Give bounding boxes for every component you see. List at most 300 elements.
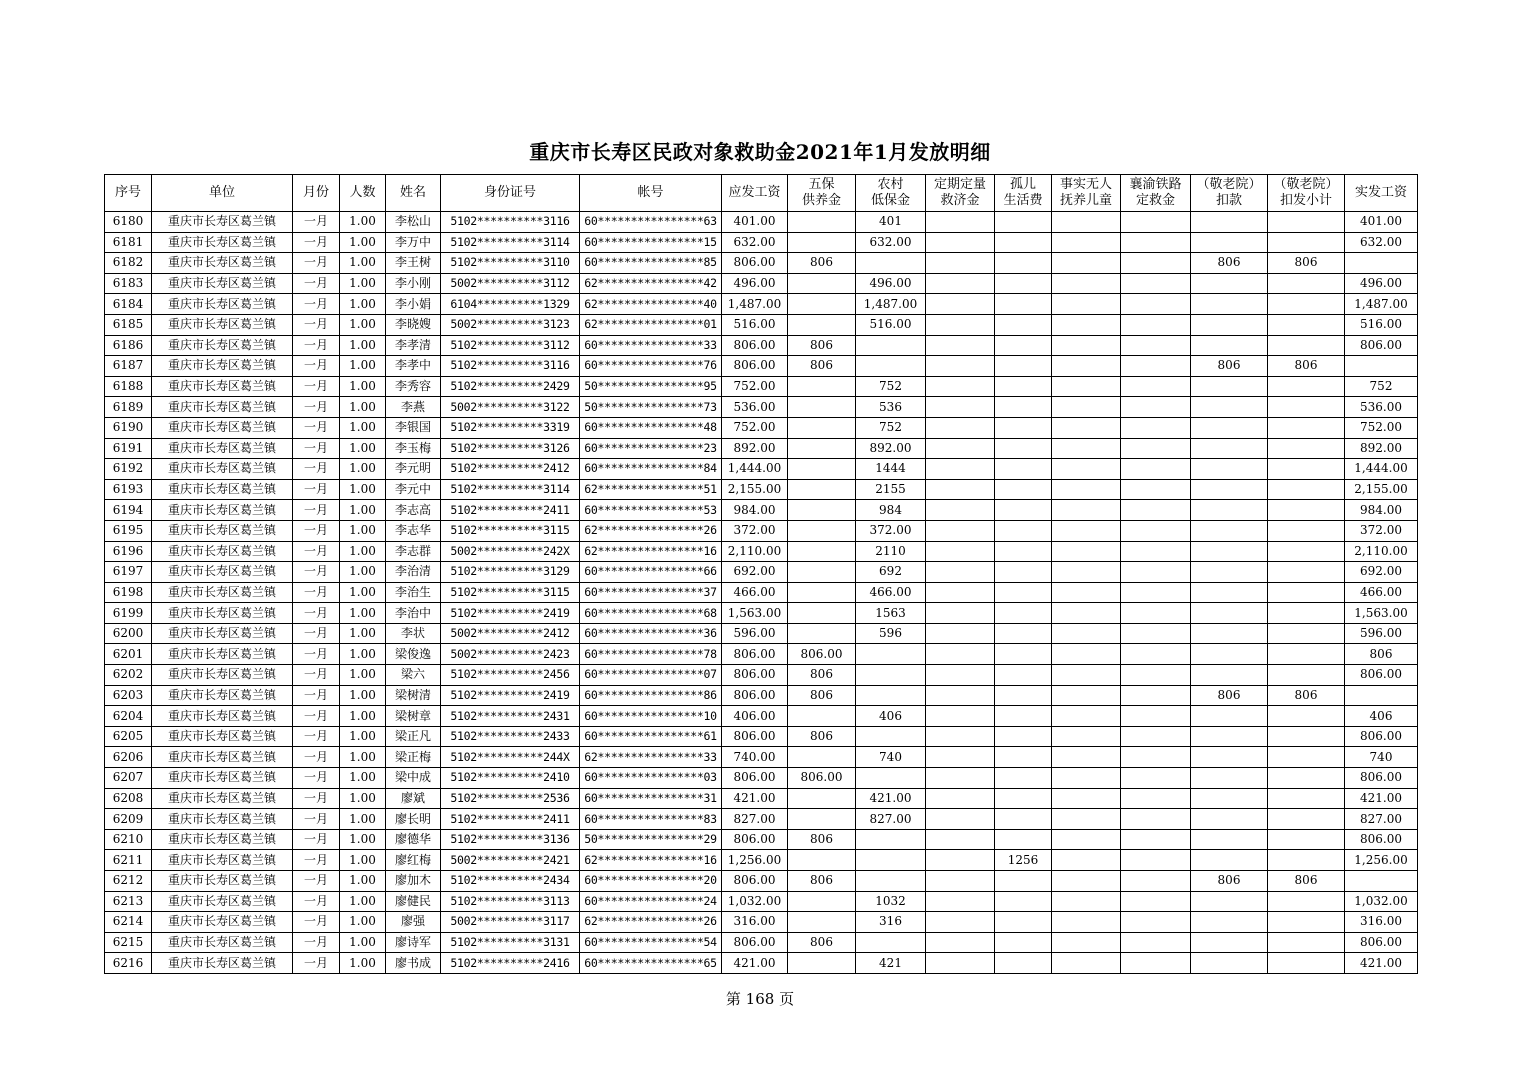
table-cell: 752 (856, 376, 926, 397)
table-cell (995, 459, 1052, 480)
table-cell (856, 829, 926, 850)
column-header (340, 175, 386, 212)
column-header-line1: 孤儿 (1009, 177, 1036, 192)
table-cell: 421.00 (722, 953, 788, 974)
table-cell: 李银国 (386, 417, 441, 438)
table-cell: 重庆市长寿区葛兰镇 (152, 768, 293, 789)
table-cell (1052, 706, 1121, 727)
table-cell (1191, 232, 1268, 253)
table-cell: 一月 (293, 685, 340, 706)
table-cell: 806 (1191, 871, 1268, 892)
table-cell: 重庆市长寿区葛兰镇 (152, 912, 293, 933)
table-cell: 50****************95 (580, 376, 722, 397)
page-title: 重庆市长寿区民政对象救助金2021年1月发放明细 (529, 140, 991, 164)
table-cell (1121, 912, 1191, 933)
table-cell: 316.00 (1345, 912, 1418, 933)
table-cell: 806.00 (722, 768, 788, 789)
table-cell: 6200 (105, 623, 152, 644)
table-cell (1191, 335, 1268, 356)
table-cell: 740 (856, 747, 926, 768)
table-cell (1191, 397, 1268, 418)
table-cell (856, 335, 926, 356)
column-header-line1: 单位 (208, 185, 235, 200)
page-number: 第 168 页 (725, 990, 795, 1008)
table-cell (856, 726, 926, 747)
table-cell (1191, 623, 1268, 644)
table-cell: 596 (856, 623, 926, 644)
table-cell (1268, 562, 1345, 583)
table-cell (926, 479, 995, 500)
table-cell (856, 932, 926, 953)
table-row (105, 314, 1418, 335)
table-cell: 60****************54 (580, 932, 722, 953)
table-cell (1191, 726, 1268, 747)
table-row (105, 726, 1418, 747)
table-cell: 一月 (293, 335, 340, 356)
table-cell: 重庆市长寿区葛兰镇 (152, 562, 293, 583)
table-cell (1121, 582, 1191, 603)
table-cell: 806 (788, 335, 856, 356)
table-cell (1268, 314, 1345, 335)
table-cell: 806 (788, 356, 856, 377)
table-cell: 60****************78 (580, 644, 722, 665)
table-cell: 6215 (105, 932, 152, 953)
table-cell: 廖强 (386, 912, 441, 933)
table-cell: 5102**********3110 (441, 253, 580, 274)
table-cell: 421.00 (722, 788, 788, 809)
table-cell: 496.00 (722, 273, 788, 294)
table-cell (1191, 273, 1268, 294)
table-cell (1052, 809, 1121, 830)
table-cell: 梁正凡 (386, 726, 441, 747)
table-cell: 806.00 (1345, 335, 1418, 356)
table-cell (1052, 665, 1121, 686)
table-cell: 984.00 (1345, 500, 1418, 521)
table-row (105, 253, 1418, 274)
table-cell (995, 665, 1052, 686)
table-cell: 一月 (293, 788, 340, 809)
table-cell (926, 850, 995, 871)
table-cell (1191, 953, 1268, 974)
table-cell (856, 253, 926, 274)
table-cell (1345, 685, 1418, 706)
table-cell (788, 417, 856, 438)
table-cell: 5002**********3123 (441, 314, 580, 335)
table-cell: 5102**********2431 (441, 706, 580, 727)
table-cell (1191, 932, 1268, 953)
table-cell: 1.00 (340, 253, 386, 274)
table-cell: 李治清 (386, 562, 441, 583)
table-cell: 60****************33 (580, 335, 722, 356)
table-cell (995, 520, 1052, 541)
column-header-line2: 救济金 (940, 193, 980, 208)
table-cell: 1,563.00 (1345, 603, 1418, 624)
table-cell (788, 314, 856, 335)
table-cell: 2155 (856, 479, 926, 500)
relief-payment-table (104, 174, 1418, 974)
table-cell (1268, 479, 1345, 500)
table-cell (1052, 932, 1121, 953)
table-cell: 6181 (105, 232, 152, 253)
table-row (105, 871, 1418, 892)
table-cell: 60****************76 (580, 356, 722, 377)
table-cell: 重庆市长寿区葛兰镇 (152, 871, 293, 892)
table-cell (788, 953, 856, 974)
table-row (105, 850, 1418, 871)
table-cell: 806 (788, 871, 856, 892)
table-row (105, 459, 1418, 480)
table-cell (1191, 768, 1268, 789)
table-row (105, 891, 1418, 912)
table-cell (856, 768, 926, 789)
table-cell (856, 871, 926, 892)
table-cell (1052, 212, 1121, 233)
table-cell: 806 (788, 665, 856, 686)
table-cell (1268, 582, 1345, 603)
table-cell: 60****************03 (580, 768, 722, 789)
table-cell: 5002**********2423 (441, 644, 580, 665)
table-cell: 6199 (105, 603, 152, 624)
table-cell (1268, 850, 1345, 871)
table-cell (788, 562, 856, 583)
table-cell: 496.00 (1345, 273, 1418, 294)
table-cell (926, 459, 995, 480)
table-cell: 5102**********2410 (441, 768, 580, 789)
table-cell (1121, 685, 1191, 706)
column-header-line1: 农村 (877, 177, 904, 192)
table-cell: 692 (856, 562, 926, 583)
table-cell (1121, 829, 1191, 850)
table-cell (1268, 397, 1345, 418)
table-cell: 一月 (293, 644, 340, 665)
table-cell: 李小娟 (386, 294, 441, 315)
table-cell: 一月 (293, 273, 340, 294)
table-cell: 752.00 (722, 376, 788, 397)
table-cell: 1.00 (340, 726, 386, 747)
table-header-row (105, 175, 1418, 212)
table-cell: 5102**********3112 (441, 335, 580, 356)
table-cell: 806.00 (722, 829, 788, 850)
table-cell (1052, 417, 1121, 438)
table-cell (1121, 541, 1191, 562)
table-cell: 2,155.00 (722, 479, 788, 500)
table-cell: 1.00 (340, 376, 386, 397)
table-row (105, 644, 1418, 665)
table-cell: 重庆市长寿区葛兰镇 (152, 582, 293, 603)
table-cell (1052, 294, 1121, 315)
table-cell (788, 747, 856, 768)
table-cell (1052, 768, 1121, 789)
table-cell (926, 294, 995, 315)
table-cell (995, 294, 1052, 315)
table-cell (1191, 417, 1268, 438)
table-cell (1268, 520, 1345, 541)
table-cell (1052, 788, 1121, 809)
table-cell: 1.00 (340, 562, 386, 583)
table-cell: 1.00 (340, 912, 386, 933)
table-cell (926, 582, 995, 603)
table-cell: 984.00 (722, 500, 788, 521)
table-cell (926, 665, 995, 686)
column-header-line1: 帐号 (637, 185, 664, 200)
table-cell (788, 623, 856, 644)
table-cell: 6203 (105, 685, 152, 706)
table-cell: 5102**********3319 (441, 417, 580, 438)
table-cell: 62****************42 (580, 273, 722, 294)
table-cell: 一月 (293, 459, 340, 480)
table-cell: 李孝中 (386, 356, 441, 377)
table-cell: 重庆市长寿区葛兰镇 (152, 747, 293, 768)
table-cell (856, 665, 926, 686)
table-cell: 60****************48 (580, 417, 722, 438)
column-header-line1: 人数 (349, 185, 376, 200)
table-cell: 6214 (105, 912, 152, 933)
table-row (105, 541, 1418, 562)
table-cell (1121, 623, 1191, 644)
table-cell: 6180 (105, 212, 152, 233)
table-cell: 一月 (293, 376, 340, 397)
table-row (105, 562, 1418, 583)
table-cell: 372.00 (856, 520, 926, 541)
table-cell (1191, 829, 1268, 850)
table-cell: 536 (856, 397, 926, 418)
table-cell: 5102**********2411 (441, 809, 580, 830)
table-cell (1191, 479, 1268, 500)
table-cell: 466.00 (722, 582, 788, 603)
table-cell: 806.00 (722, 871, 788, 892)
table-row (105, 356, 1418, 377)
table-cell: 806 (1191, 685, 1268, 706)
table-cell (1052, 726, 1121, 747)
table-cell (1121, 438, 1191, 459)
table-cell (856, 356, 926, 377)
table-cell: 806.00 (788, 644, 856, 665)
column-header-line1: 事实无人 (1059, 177, 1112, 192)
table-cell (926, 726, 995, 747)
table-cell: 60****************24 (580, 891, 722, 912)
table-cell (1345, 871, 1418, 892)
table-cell: 6192 (105, 459, 152, 480)
table-cell (1052, 273, 1121, 294)
column-header (856, 175, 926, 212)
table-cell: 廖德华 (386, 829, 441, 850)
table-cell: 1,032.00 (722, 891, 788, 912)
table-cell (926, 829, 995, 850)
table-cell: 重庆市长寿区葛兰镇 (152, 294, 293, 315)
table-cell: 一月 (293, 768, 340, 789)
table-cell: 6189 (105, 397, 152, 418)
table-cell (1268, 788, 1345, 809)
table-cell: 重庆市长寿区葛兰镇 (152, 314, 293, 335)
table-cell: 李小刚 (386, 273, 441, 294)
table-cell: 李玉梅 (386, 438, 441, 459)
table-cell (926, 891, 995, 912)
table-cell: 806 (788, 932, 856, 953)
table-cell: 421.00 (1345, 788, 1418, 809)
table-row (105, 706, 1418, 727)
table-cell: 62****************51 (580, 479, 722, 500)
table-cell: 5102**********2429 (441, 376, 580, 397)
table-cell: 827.00 (856, 809, 926, 830)
table-cell (995, 788, 1052, 809)
table-cell (995, 562, 1052, 583)
table-cell (1052, 953, 1121, 974)
table-cell (1052, 459, 1121, 480)
table-cell: 一月 (293, 562, 340, 583)
table-cell: 李治生 (386, 582, 441, 603)
table-row (105, 788, 1418, 809)
table-cell (1268, 747, 1345, 768)
column-header (722, 175, 788, 212)
table-cell (1191, 314, 1268, 335)
table-cell (1121, 253, 1191, 274)
table-cell: 重庆市长寿区葛兰镇 (152, 397, 293, 418)
table-cell: 一月 (293, 356, 340, 377)
table-cell: 重庆市长寿区葛兰镇 (152, 788, 293, 809)
table-cell (1121, 520, 1191, 541)
table-cell (1191, 438, 1268, 459)
table-cell: 1,444.00 (1345, 459, 1418, 480)
table-cell (926, 376, 995, 397)
table-cell: 421.00 (1345, 953, 1418, 974)
table-cell: 60****************61 (580, 726, 722, 747)
table-row (105, 417, 1418, 438)
table-row (105, 520, 1418, 541)
table-cell: 一月 (293, 500, 340, 521)
table-cell: 740 (1345, 747, 1418, 768)
table-cell: 740.00 (722, 747, 788, 768)
table-cell: 752.00 (722, 417, 788, 438)
table-cell: 806.00 (722, 932, 788, 953)
table-cell: 一月 (293, 438, 340, 459)
table-row (105, 212, 1418, 233)
table-cell: 李志群 (386, 541, 441, 562)
table-cell: 692.00 (1345, 562, 1418, 583)
table-cell: 李晓嫂 (386, 314, 441, 335)
table-cell: 李元中 (386, 479, 441, 500)
table-cell: 一月 (293, 479, 340, 500)
table-cell (926, 314, 995, 335)
table-cell (1121, 768, 1191, 789)
table-cell: 60****************85 (580, 253, 722, 274)
table-cell: 李万中 (386, 232, 441, 253)
table-cell (1121, 891, 1191, 912)
table-cell: 1.00 (340, 356, 386, 377)
table-cell (1052, 685, 1121, 706)
table-cell (1121, 809, 1191, 830)
column-header-line2: 生活费 (1003, 193, 1043, 208)
table-cell (1121, 932, 1191, 953)
table-cell (926, 809, 995, 830)
table-cell (1052, 541, 1121, 562)
table-cell: 1032 (856, 891, 926, 912)
table-cell: 1.00 (340, 850, 386, 871)
table-cell (788, 809, 856, 830)
table-cell (995, 623, 1052, 644)
table-cell (1191, 603, 1268, 624)
table-cell (995, 912, 1052, 933)
column-header-line1: 身份证号 (483, 185, 536, 200)
table-cell (1191, 912, 1268, 933)
table-cell: 1.00 (340, 706, 386, 727)
table-cell (1268, 417, 1345, 438)
table-cell (926, 747, 995, 768)
table-cell: 632.00 (722, 232, 788, 253)
table-cell (788, 706, 856, 727)
table-cell: 廖健民 (386, 891, 441, 912)
table-cell (1268, 953, 1345, 974)
table-cell (788, 397, 856, 418)
table-cell: 重庆市长寿区葛兰镇 (152, 603, 293, 624)
table-cell: 重庆市长寿区葛兰镇 (152, 850, 293, 871)
table-cell: 1.00 (340, 314, 386, 335)
table-cell (1268, 459, 1345, 480)
table-cell (788, 479, 856, 500)
table-cell: 536.00 (722, 397, 788, 418)
table-cell (926, 273, 995, 294)
table-cell (1191, 562, 1268, 583)
table-cell (926, 788, 995, 809)
table-cell: 806.00 (722, 644, 788, 665)
table-cell: 一月 (293, 294, 340, 315)
table-cell (1121, 665, 1191, 686)
table-row (105, 232, 1418, 253)
table-cell (1345, 356, 1418, 377)
table-cell (926, 253, 995, 274)
table-cell: 401.00 (722, 212, 788, 233)
table-cell: 6184 (105, 294, 152, 315)
table-cell: 6212 (105, 871, 152, 892)
table-cell (1268, 273, 1345, 294)
table-cell (995, 212, 1052, 233)
table-row (105, 665, 1418, 686)
table-cell: 5002**********3112 (441, 273, 580, 294)
table-cell (1052, 253, 1121, 274)
table-cell (1268, 809, 1345, 830)
column-header (293, 175, 340, 212)
table-cell: 重庆市长寿区葛兰镇 (152, 541, 293, 562)
table-cell (995, 500, 1052, 521)
table-cell: 1563 (856, 603, 926, 624)
table-cell (995, 541, 1052, 562)
table-cell: 一月 (293, 397, 340, 418)
table-cell (1121, 788, 1191, 809)
table-cell: 重庆市长寿区葛兰镇 (152, 829, 293, 850)
table-cell (995, 356, 1052, 377)
table-cell: 806.00 (788, 768, 856, 789)
table-cell (788, 438, 856, 459)
table-cell: 6188 (105, 376, 152, 397)
table-cell (1121, 294, 1191, 315)
table-cell (926, 768, 995, 789)
table-cell: 一月 (293, 871, 340, 892)
table-cell: 406 (856, 706, 926, 727)
table-cell: 827.00 (1345, 809, 1418, 830)
table-cell: 1.00 (340, 212, 386, 233)
table-cell: 5102**********3129 (441, 562, 580, 583)
column-header (788, 175, 856, 212)
table-cell: 重庆市长寿区葛兰镇 (152, 376, 293, 397)
table-cell: 5002**********2412 (441, 623, 580, 644)
table-cell: 1.00 (340, 479, 386, 500)
table-cell: 806 (1268, 685, 1345, 706)
table-cell: 6216 (105, 953, 152, 974)
table-cell (1268, 212, 1345, 233)
table-cell: 一月 (293, 582, 340, 603)
table-cell: 梁树章 (386, 706, 441, 727)
table-cell: 406.00 (722, 706, 788, 727)
table-cell (1052, 335, 1121, 356)
